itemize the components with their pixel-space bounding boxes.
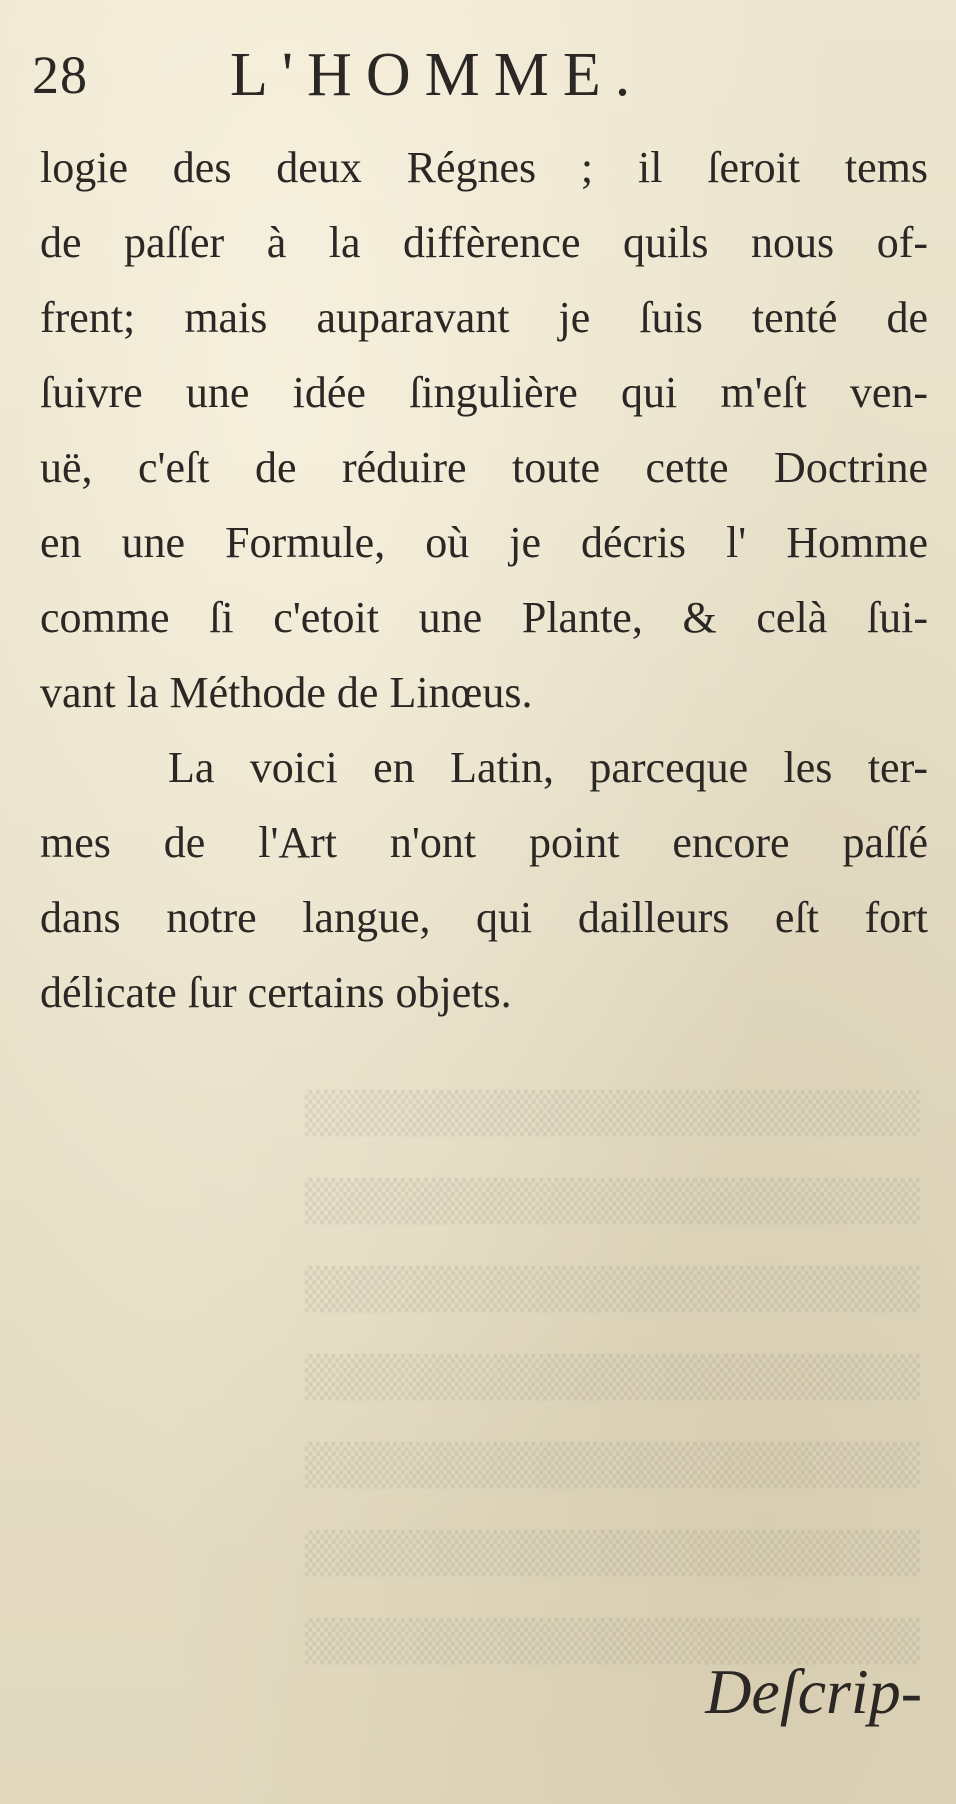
page-header	[32, 40, 932, 110]
catchword: Deſcrip-	[705, 1656, 922, 1727]
text-line: mes de l'Art n'ont point encore paſſé	[40, 818, 928, 867]
text-line: dans notre langue, qui dailleurs eſt fort	[40, 893, 928, 942]
text-line: de paſſer à la diffèrence quils nous of-	[40, 218, 928, 267]
body-text	[40, 130, 928, 1030]
text-line: frent; mais auparavant je ſuis tenté de	[40, 293, 928, 342]
page-number: 28	[32, 45, 88, 105]
text-line: ſuivre une idée ſingulière qui m'eſt ven-	[40, 368, 928, 417]
text-line: La voici en Latin, parceque les ter-	[168, 743, 928, 792]
text-line: en une Formule, où je décris l' Homme	[40, 518, 928, 567]
text-line: logie des deux Régnes ; il ſeroit tems	[40, 143, 928, 192]
text-line: comme ſi c'etoit une Plante, & celà ſui-	[40, 593, 928, 642]
text-line: uë, c'eſt de réduire toute cette Doctrine	[40, 443, 928, 492]
text-line: délicate ſur certains objets.	[40, 968, 512, 1017]
running-head: L'HOMME.	[230, 41, 645, 109]
text-line: vant la Méthode de Linœus.	[40, 668, 533, 717]
show-through-texture: ▒▒▒▒▒▒▒▒▒▒▒▒▒▒▒▒▒▒▒▒ ▒▒▒▒▒▒▒▒▒▒▒▒▒▒▒▒▒▒▒▒ ▒▒▒▒▒▒▒▒▒▒▒▒▒▒▒▒▒▒▒▒ ▒▒▒▒▒▒▒▒▒▒▒▒▒▒▒▒▒▒▒▒ ▒▒▒▒▒▒▒▒▒▒▒▒▒▒▒▒▒▒▒▒ ▒▒▒▒▒▒▒▒▒▒▒▒▒▒▒▒▒▒▒▒ ▒▒▒▒▒▒▒▒▒▒▒▒▒▒▒▒▒▒▒▒	[304, 1091, 920, 1665]
